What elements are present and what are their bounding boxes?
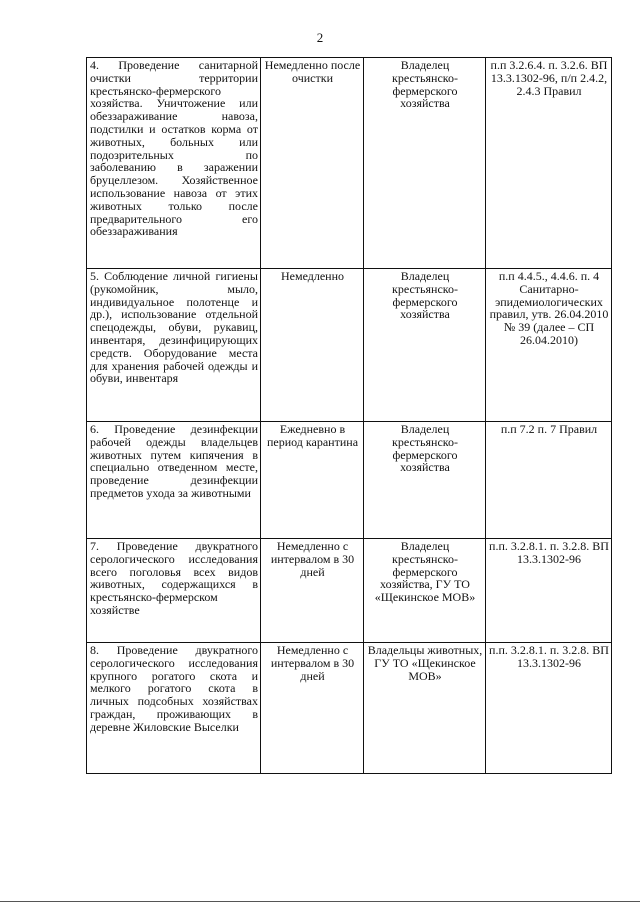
page-edge-line (0, 901, 640, 902)
action-cell: 5. Соблюдение личной гигиены (рукомойник, мыло, индивидуальное полотенце и др.), использование отдельной спецодежды, обуви, рукавиц, инвентаря, дезинфицирующих средств. Оборудование места для хранения рабочей одежды и обуви, инвентаря (87, 269, 261, 422)
responsible-cell: Владелец крестьянско-фермерского хозяйства, ГУ ТО «Щекинское МОВ» (364, 539, 486, 643)
basis-cell: п.п 4.4.5., 4.4.6. п. 4 Санитарно-эпидемиологических правил, утв. 26.04.2010 № 39 (далее – СП 26.04.2010) (486, 269, 612, 422)
page-number: 2 (316, 30, 324, 45)
responsible-cell: Владелец крестьянско-фермерского хозяйства (364, 422, 486, 539)
responsible-cell: Владелец крестьянско-фермерского хозяйства (364, 269, 486, 422)
action-cell: 6. Проведение дезинфекции рабочей одежды владельцев животных путем кипячения в специально отведенном месте, проведение дезинфекции предметов ухода за животными (87, 422, 261, 539)
table-row (87, 269, 612, 422)
basis-cell: п.п. 3.2.8.1. п. 3.2.8. ВП 13.3.1302-96 (486, 539, 612, 643)
basis-cell: п.п 7.2 п. 7 Правил (486, 422, 612, 539)
action-cell: 8. Проведение двукратного серологического исследования крупного рогатого скота и мелкого рогатого скота в личных подсобных хозяйствах граждан, проживающих в деревне Жиловские Выселки (87, 643, 261, 774)
action-cell: 4. Проведение санитарной очистки территории крестьянско-фермерского хозяйства. Уничтожение или обеззараживание навоза, подстилки и остатков корма от животных, больных или подозрительных по заболеванию в заражении бруцеллезом. Хозяйственное использование навоза от этих животных только после предварительного его обеззараживания (87, 58, 261, 269)
table-row (87, 539, 612, 643)
term-cell: Немедленно после очистки (261, 58, 364, 269)
table-row (87, 422, 612, 539)
table-row (87, 58, 612, 269)
basis-cell: п.п. 3.2.8.1. п. 3.2.8. ВП 13.3.1302-96 (486, 643, 612, 774)
responsible-cell: Владелец крестьянско-фермерского хозяйства (364, 58, 486, 269)
term-cell: Немедленно (261, 269, 364, 422)
action-cell: 7. Проведение двукратного серологического исследования всего поголовья всех видов животных, содержащихся в крестьянско-фермерском хозяйстве (87, 539, 261, 643)
term-cell: Немедленно с интервалом в 30 дней (261, 643, 364, 774)
term-cell: Немедленно с интервалом в 30 дней (261, 539, 364, 643)
responsible-cell: Владельцы животных, ГУ ТО «Щекинское МОВ» (364, 643, 486, 774)
basis-cell: п.п 3.2.6.4. п. 3.2.6. ВП 13.3.1302-96, п/п 2.4.2, 2.4.3 Правил (486, 58, 612, 269)
table-row (87, 643, 612, 774)
term-cell: Ежедневно в период карантина (261, 422, 364, 539)
measures-table (86, 57, 612, 774)
